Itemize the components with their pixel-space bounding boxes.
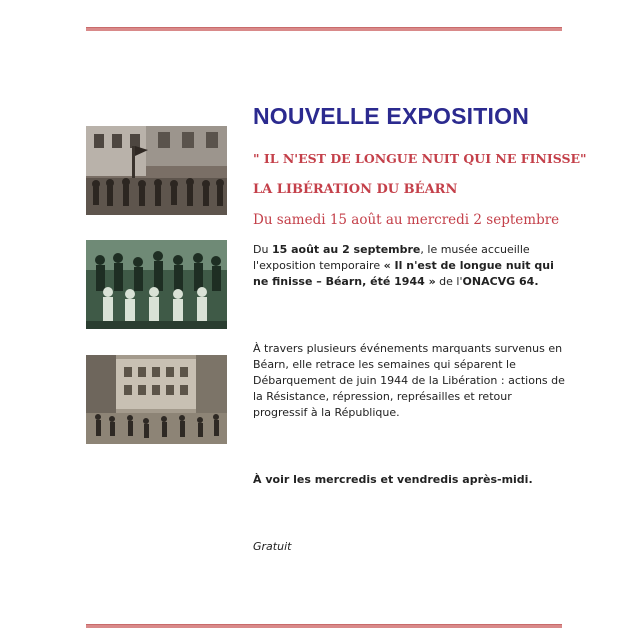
- price-note: Gratuit: [253, 540, 292, 553]
- photo-resistance-group: [86, 240, 227, 329]
- bottom-divider: [86, 624, 562, 628]
- description-paragraph: À travers plusieurs événements marquants survenus en Béarn, elle retrace les semaines qui séparent le Débarquement de juin 1944 de la Libération : actions de la Résistance, répression, représailles et retour progressif à la République.: [253, 342, 565, 419]
- exhibition-quote-title: " IL N'EST DE LONGUE NUIT QUI NE FINISSE": [253, 151, 587, 166]
- exhibition-dates: Du samedi 15 août au mercredi 2 septembre: [253, 212, 560, 228]
- photo-liberation-parade-street: [86, 355, 227, 444]
- photo-liberation-crowd-street: [86, 126, 227, 215]
- exhibition-subtitle: LA LIBÉRATION DU BÉARN: [253, 182, 458, 197]
- intro-paragraph: Du 15 août au 2 septembre, le musée accueille l'exposition temporaire « Il n'est de longue nuit qui ne finisse – Béarn, été 1944 » de l'ONACVG 64.: [253, 243, 554, 288]
- opening-hours: À voir les mercredis et vendredis après-midi.: [253, 473, 533, 486]
- top-divider: [86, 27, 562, 31]
- page-title: NOUVELLE EXPOSITION: [253, 103, 530, 129]
